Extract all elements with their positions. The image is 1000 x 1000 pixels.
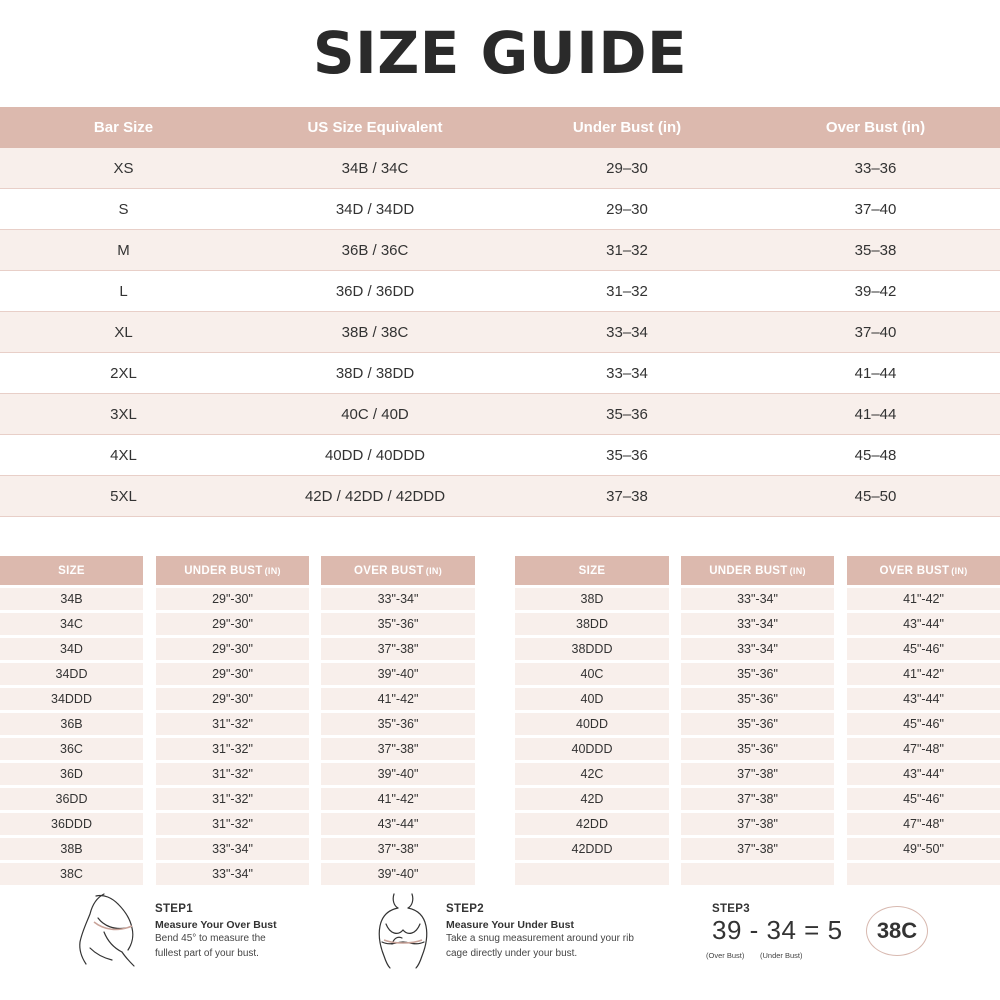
size-cell: 40D <box>515 688 669 710</box>
left-over-bust-column <box>321 556 475 885</box>
under-bust-cell: 29"-30" <box>156 663 309 685</box>
over-bust-cell: 35"-36" <box>321 713 475 735</box>
over-bust-cell: 39"-40" <box>321 863 475 885</box>
bar-size-cell: S <box>118 200 129 218</box>
under-bust-cell: 31"-32" <box>156 813 309 835</box>
under-bust-cell: 31–32 <box>606 282 648 300</box>
us-size-cell: 38D / 38DD <box>335 364 415 382</box>
right-over-bust-header <box>847 556 1000 585</box>
size-cell: 36DDD <box>0 813 143 835</box>
bar-size-cell: XS <box>113 159 134 177</box>
over-bust-cell: 45–48 <box>854 446 897 464</box>
result-size-badge: 38C <box>866 906 928 956</box>
over-bust-cell: 45–50 <box>854 487 897 505</box>
step1-title: STEP1 <box>155 903 193 915</box>
over-bust-cell: 41–44 <box>854 364 897 382</box>
under-bust-cell: 29–30 <box>606 200 648 218</box>
size-cell: 38B <box>0 838 143 860</box>
table-row <box>0 148 1000 189</box>
over-bust-cell: 35–38 <box>854 241 897 259</box>
table-row <box>0 189 1000 230</box>
header-label: UNDER BUST <box>709 564 788 577</box>
header-unit: (IN) <box>951 565 968 576</box>
size-cell <box>515 863 669 885</box>
under-bust-cell: 33"-34" <box>681 588 834 610</box>
size-cell: 36C <box>0 738 143 760</box>
under-bust-cell: 29"-30" <box>156 638 309 660</box>
step2-title: STEP2 <box>446 903 484 915</box>
header-unit: (IN) <box>789 565 806 576</box>
under-bust-cell: 33"-34" <box>156 838 309 860</box>
over-bust-measure-icon <box>74 888 150 968</box>
under-bust-cell: 35"-36" <box>681 738 834 760</box>
under-bust-cell: 33–34 <box>606 364 648 382</box>
left-size-column <box>0 556 143 885</box>
size-cell: 36D <box>0 763 143 785</box>
bar-size-cell: 2XL <box>110 364 137 382</box>
over-bust-cell: 45"-46" <box>847 788 1000 810</box>
step2-subtitle: Measure Your Under Bust <box>446 919 574 931</box>
over-bust-cell: 49"-50" <box>847 838 1000 860</box>
size-cell: 34B <box>0 588 143 610</box>
step1-subtitle: Measure Your Over Bust <box>155 919 277 931</box>
table-row <box>0 435 1000 476</box>
over-bust-cell: 47"-48" <box>847 738 1000 760</box>
over-bust-cell: 41"-42" <box>847 588 1000 610</box>
us-size-cell: 42D / 42DD / 42DDD <box>304 487 446 505</box>
over-bust-cell: 37–40 <box>854 200 897 218</box>
step3-block <box>712 903 843 946</box>
over-bust-cell: 35"-36" <box>321 613 475 635</box>
over-bust-caption: (Over Bust) <box>706 951 745 960</box>
us-size-cell: 38B / 38C <box>341 323 409 341</box>
table-row <box>0 312 1000 353</box>
under-bust-cell: 29–30 <box>606 159 648 177</box>
under-bust-cell: 31"-32" <box>156 713 309 735</box>
over-bust-cell: 41"-42" <box>321 688 475 710</box>
over-bust-cell: 45"-46" <box>847 713 1000 735</box>
over-bust-cell: 33"-34" <box>321 588 475 610</box>
step2-desc-line2: cage directly under your bust. <box>446 948 578 959</box>
us-size-cell: 40DD / 40DDD <box>324 446 426 464</box>
header-us-size: US Size Equivalent <box>307 119 443 136</box>
under-bust-cell: 35"-36" <box>681 688 834 710</box>
size-cell: 34D <box>0 638 143 660</box>
under-bust-cell: 35"-36" <box>681 713 834 735</box>
over-bust-cell: 39–42 <box>854 282 897 300</box>
table-row <box>0 271 1000 312</box>
over-bust-cell: 47"-48" <box>847 813 1000 835</box>
bar-size-cell: M <box>117 241 130 259</box>
header-bar-size: Bar Size <box>93 119 154 136</box>
size-cell: 40DDD <box>515 738 669 760</box>
under-bust-cell: 37"-38" <box>681 813 834 835</box>
size-cell: 42C <box>515 763 669 785</box>
size-chart-table <box>0 107 1000 517</box>
over-bust-cell: 43"-44" <box>847 688 1000 710</box>
size-cell: 42DDD <box>515 838 669 860</box>
step3-title: STEP3 <box>712 903 750 915</box>
over-bust-cell: 43"-44" <box>321 813 475 835</box>
over-bust-cell: 39"-40" <box>321 663 475 685</box>
table-row <box>0 476 1000 517</box>
under-bust-cell: 35"-36" <box>681 663 834 685</box>
header-over-bust: Over Bust (in) <box>825 119 926 136</box>
us-size-cell: 34D / 34DD <box>335 200 415 218</box>
under-bust-measure-icon <box>368 890 438 970</box>
step2-block <box>446 903 634 961</box>
us-size-cell: 36B / 36C <box>341 241 409 259</box>
header-label: SIZE <box>578 564 606 577</box>
over-bust-cell: 37"-38" <box>321 838 475 860</box>
step2-desc-line1: Take a snug measurement around your rib <box>446 933 634 944</box>
bar-size-cell: 3XL <box>110 405 137 423</box>
over-bust-cell: 37–40 <box>854 323 897 341</box>
under-bust-cell: 37"-38" <box>681 788 834 810</box>
table-row <box>0 353 1000 394</box>
under-bust-cell: 37–38 <box>606 487 648 505</box>
size-cell: 38DD <box>515 613 669 635</box>
under-bust-cell: 31"-32" <box>156 788 309 810</box>
over-bust-cell: 37"-38" <box>321 638 475 660</box>
size-cell: 42DD <box>515 813 669 835</box>
over-bust-cell: 43"-44" <box>847 763 1000 785</box>
over-bust-cell: 33–36 <box>854 159 897 177</box>
under-bust-cell: 35–36 <box>606 446 648 464</box>
size-cell: 34DDD <box>0 688 143 710</box>
header-unit: (IN) <box>425 565 442 576</box>
right-size-column <box>515 556 669 885</box>
page-title: SIZE GUIDE <box>312 19 688 87</box>
under-bust-cell: 29"-30" <box>156 613 309 635</box>
us-size-cell: 36D / 36DD <box>335 282 415 300</box>
size-cell: 34C <box>0 613 143 635</box>
size-cell: 38C <box>0 863 143 885</box>
table-header-row <box>0 107 1000 148</box>
under-bust-cell: 37"-38" <box>681 838 834 860</box>
step1-block <box>155 903 277 961</box>
under-bust-cell: 33"-34" <box>681 638 834 660</box>
us-size-cell: 40C / 40D <box>341 405 409 423</box>
under-bust-cell: 37"-38" <box>681 763 834 785</box>
size-cell: 42D <box>515 788 669 810</box>
right-under-bust-header <box>681 556 834 585</box>
table-row <box>0 230 1000 271</box>
under-bust-cell: 29"-30" <box>156 588 309 610</box>
left-size-header <box>0 556 143 585</box>
size-cell: 36B <box>0 713 143 735</box>
under-bust-cell: 31"-32" <box>156 738 309 760</box>
under-bust-cell: 33"-34" <box>681 613 834 635</box>
header-label: UNDER BUST <box>184 564 263 577</box>
table-row <box>0 394 1000 435</box>
over-bust-cell: 43"-44" <box>847 613 1000 635</box>
step1-desc-line1: Bend 45° to measure the <box>155 933 266 944</box>
header-label: SIZE <box>58 564 85 577</box>
over-bust-cell: 45"-46" <box>847 638 1000 660</box>
over-bust-cell <box>847 863 1000 885</box>
right-over-bust-column <box>847 556 1000 885</box>
over-bust-cell: 41–44 <box>854 405 897 423</box>
left-under-bust-column <box>156 556 309 885</box>
over-bust-cell: 41"-42" <box>847 663 1000 685</box>
under-bust-cell: 29"-30" <box>156 688 309 710</box>
over-bust-cell: 37"-38" <box>321 738 475 760</box>
header-under-bust: Under Bust (in) <box>572 119 682 136</box>
under-bust-cell: 33"-34" <box>156 863 309 885</box>
under-bust-cell <box>681 863 834 885</box>
size-cell: 36DD <box>0 788 143 810</box>
size-cell: 40C <box>515 663 669 685</box>
bar-size-cell: XL <box>114 323 133 341</box>
size-cell: 38D <box>515 588 669 610</box>
bar-size-cell: 4XL <box>110 446 137 464</box>
right-size-header <box>515 556 669 585</box>
over-bust-cell: 41"-42" <box>321 788 475 810</box>
bar-size-cell: 5XL <box>110 487 137 505</box>
right-under-bust-column <box>681 556 834 885</box>
size-cell: 40DD <box>515 713 669 735</box>
step1-desc-line2: fullest part of your bust. <box>155 948 259 959</box>
under-bust-cell: 35–36 <box>606 405 648 423</box>
header-label: OVER BUST <box>354 564 424 577</box>
under-bust-caption: (Under Bust) <box>760 951 803 960</box>
under-bust-cell: 31"-32" <box>156 763 309 785</box>
us-size-cell: 34B / 34C <box>341 159 409 177</box>
size-cell: 34DD <box>0 663 143 685</box>
under-bust-cell: 33–34 <box>606 323 648 341</box>
header-label: OVER BUST <box>879 564 950 577</box>
left-under-bust-header <box>156 556 309 585</box>
size-cell: 38DDD <box>515 638 669 660</box>
step3-formula: 39 - 34 = 5 <box>712 915 843 945</box>
bar-size-cell: L <box>119 282 128 300</box>
left-over-bust-header <box>321 556 475 585</box>
over-bust-cell: 39"-40" <box>321 763 475 785</box>
under-bust-cell: 31–32 <box>606 241 648 259</box>
header-unit: (IN) <box>264 565 281 576</box>
